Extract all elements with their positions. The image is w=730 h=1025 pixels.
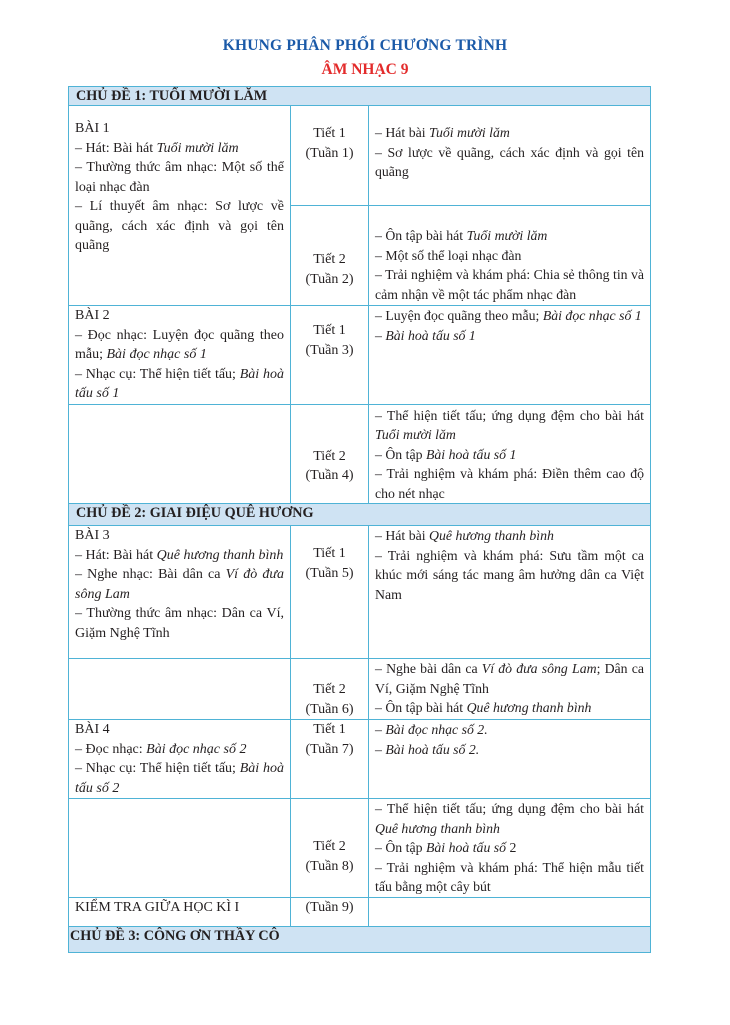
song-title: Tuổi mười lăm [429,125,510,140]
song-title: Quê hương thanh bình [466,700,592,715]
content-line [375,659,644,698]
content-cell [369,526,651,659]
lesson-cell [69,526,291,659]
content-cell [369,306,651,405]
content-cell-empty [369,897,651,926]
content-line: – Sơ lược về quãng, cách xác định và gọi tên quãng [375,144,645,179]
topic-heading: CHỦ ĐỀ 2: GIAI ĐIỆU QUÊ HƯƠNG [69,504,651,526]
period-cell [291,659,369,720]
song-title: Quê hương thanh bình [375,820,500,836]
period-cell [291,897,369,926]
content-cell [369,659,651,720]
text: – Ôn tập bài hát [375,700,467,715]
period-cell [291,720,369,799]
text: – Hát bài [375,125,430,140]
lesson-cell-body [75,526,284,656]
exercise-title: Bài hoà tấu số 1 [425,446,517,462]
text: – Hát: Bài hát [75,547,157,563]
lesson-line [75,365,284,404]
period-label: Tiết 1 [313,126,346,141]
text: – Đọc nhạc: [75,741,147,757]
period-cell [291,799,369,898]
lesson-line: – Lí thuyết âm nhạc: Sơ lược về quãng, cách xác định và gọi tên quãng [75,199,284,253]
text: – Nhạc cụ: Thể hiện tiết tấu; [75,761,240,776]
content-cell [369,404,651,504]
text: – [375,327,386,343]
period-label: Tiết 2 [313,448,346,464]
lesson-line [75,546,284,566]
lesson-line [75,565,284,604]
table-row [69,720,651,799]
period-cell [291,306,369,405]
topic-row [69,926,651,952]
song-title: Tuổi mười lăm [375,427,456,442]
week-label: (Tuần 5) [305,565,354,581]
content-line: – Bài hoà tấu số 2. [375,741,480,757]
song-title: Tuổi mười lăm [156,140,239,156]
exercise-title: Bài đọc nhạc số 2 [146,741,247,757]
exercise-title: Bài hoà tấu số 2 [75,761,284,796]
table-row [69,659,651,720]
lesson-cell-empty [69,659,291,720]
content-line [375,838,644,858]
period-cell [291,404,369,504]
content-cell [369,799,651,898]
content-cell [369,720,651,799]
text: – Nhạc cụ: Thể hiện tiết tấu; [75,366,240,382]
song-title: Quê hương thanh bình [429,528,554,543]
lesson-title: BÀI 2 [75,308,110,323]
exercise-title: Bài đọc nhạc số 1 [542,308,642,323]
period-label: Tiết 1 [313,546,346,561]
lesson-title: BÀI 1 [75,121,110,136]
period-cell [291,526,369,659]
topic-heading: CHỦ ĐỀ 1: TUỔI MƯỜI LĂM [69,87,651,106]
table-row [69,106,651,206]
text: – Nghe nhạc: Bài dân ca [75,567,226,582]
week-label: (Tuần 1) [305,145,354,161]
text: – Thể hiện tiết tấu; ứng dụng đệm cho bài hát [375,407,645,423]
content-line [375,799,644,838]
period-label: Tiết 2 [313,839,346,854]
song-title: Tuổi mười lăm [466,228,548,243]
content-line: – Trải nghiệm và khám phá: Thể hiện mẫu tiết tấu bằng một cây bút [375,859,645,894]
lesson-cell [69,106,291,306]
text: – Hát bài [375,528,430,543]
week-label: (Tuần 7) [305,741,354,757]
topic-heading: CHỦ ĐỀ 3: CÔNG ƠN THẦY CÔ [69,926,651,952]
lesson-cell-empty [69,799,291,898]
period-label: Tiết 1 [313,323,346,338]
text: – Ôn tập [375,840,426,855]
lesson-cell-empty [69,404,291,504]
content-line [375,226,644,246]
lesson-title: BÀI 3 [75,528,110,543]
curriculum-table [68,86,651,953]
lesson-title: BÀI 4 [75,722,110,737]
lesson-line: – Thường thức âm nhạc: Một số thể loại nhạc đàn [75,160,284,195]
content-line: – Bài đọc nhạc số 2. [375,722,488,737]
table-row [69,526,651,659]
content-line: – Trải nghiệm và khám phá: Điền thêm cao độ cho nét nhạc [375,466,645,501]
text: – Luyện đọc quãng theo mẫu; [375,308,543,323]
exercise-title: Bài hoà tấu số 1 [75,366,284,401]
exercise-title: Bài đọc nhạc số 1 [106,347,207,362]
content-line [375,698,644,718]
content-line: – Trải nghiệm và khám phá: Chia sẻ thông tin và cảm nhận về một tác phẩm nhạc đàn [375,267,645,302]
song-title: Ví đò đưa sông Lam [75,567,284,602]
content-cell [369,206,651,306]
page-title: KHUNG PHÂN PHỐI CHƯƠNG TRÌNH [222,37,508,54]
text: ; Dân ca Ví, Giặm Nghệ Tĩnh [375,661,645,696]
week-label: (Tuần 4) [305,468,354,483]
table-row [69,799,651,898]
exercise-title: Bài hoà tấu số 1 [385,327,476,343]
period-cell [291,206,369,306]
lesson-line [75,740,284,760]
lesson-line [75,139,284,159]
text: – Đọc nhạc: Luyện đọc quãng theo mẫu; [75,327,284,362]
exam-label: KIỂM TRA GIỮA HỌC KÌ I [75,899,240,915]
table-row [69,404,651,504]
content-line [375,306,644,326]
text: – Ôn tập [375,446,426,462]
content-line [375,406,644,445]
table-row [69,306,651,405]
text: – Thể hiện tiết tấu; ứng dụng đệm cho bài hát [375,801,645,816]
content-line [375,445,644,465]
lesson-line: – Thường thức âm nhạc: Dân ca Ví, Giặm Nghệ Tĩnh [75,606,284,641]
week-label: (Tuần 9) [305,899,354,915]
content-line: – Trải nghiệm và khám phá: Sưu tầm một ca khúc mới sáng tác mang âm hưởng dân ca Việt Nam [375,547,645,602]
text: – Hát: Bài hát [75,140,157,156]
week-label: (Tuần 6) [305,701,354,717]
week-label: (Tuần 8) [305,858,354,874]
lesson-cell [69,720,291,799]
exercise-title: Bài hoà tấu số [425,840,510,855]
text: – Nghe bài dân ca [375,661,482,676]
period-label: Tiết 2 [313,682,346,697]
content-cell [369,106,651,206]
lesson-line [75,326,284,365]
content-line [375,123,644,143]
content-line: – Một số thể loại nhạc đàn [375,247,522,263]
page-subtitle: ÂM NHẠC 9 [321,61,409,78]
topic-row [69,87,651,106]
content-line [375,526,644,546]
lesson-cell [69,897,291,926]
lesson-line [75,759,284,798]
week-label: (Tuần 3) [305,342,354,358]
table-row [69,897,651,926]
text: – Ôn tập bài hát [375,228,467,243]
content-line [375,326,644,346]
song-title: Quê hương thanh bình [156,547,284,563]
topic-row [69,504,651,526]
lesson-cell [69,306,291,405]
song-title: Ví đò đưa sông Lam [481,661,597,676]
period-label: Tiết 1 [313,722,346,737]
text: 2 [509,840,517,855]
period-label: Tiết 2 [313,252,346,267]
week-label: (Tuần 2) [305,271,354,287]
period-cell [291,106,369,206]
